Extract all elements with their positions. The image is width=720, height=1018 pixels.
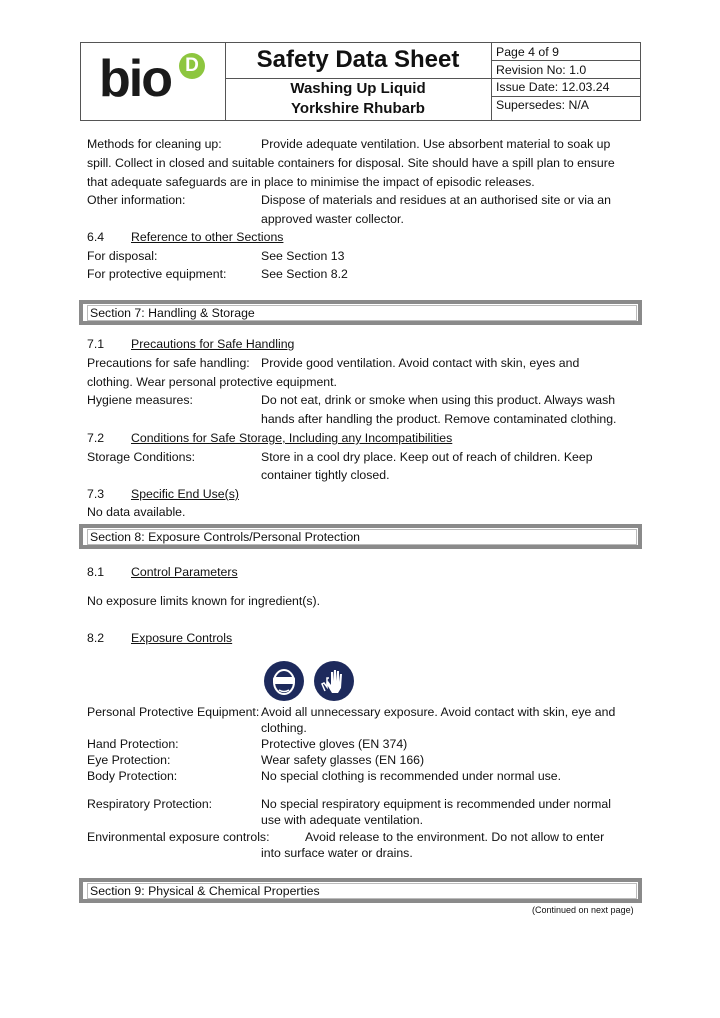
storage-text: container tightly closed.: [261, 468, 390, 482]
precautions-text: Provide good ventilation. Avoid contact with skin, eyes and: [261, 356, 580, 370]
protective-value: See Section 8.2: [261, 267, 348, 281]
subsection-title: Exposure Controls: [131, 631, 233, 645]
subsection-title: Control Parameters: [131, 565, 238, 579]
ppe-text: Avoid all unnecessary exposure. Avoid contact with skin, eye and: [261, 705, 616, 719]
disposal-value: See Section 13: [261, 249, 345, 263]
disposal-label: For disposal:: [87, 249, 158, 263]
product-name-line1: Washing Up Liquid: [290, 80, 426, 97]
subsection-number: 7.1: [87, 337, 105, 351]
precautions-text: clothing. Wear personal protective equipment.: [87, 375, 337, 389]
safety-glasses-icon: [264, 661, 304, 701]
section-8-header: [79, 524, 642, 549]
protective-label: For protective equipment:: [87, 267, 227, 281]
respiratory-text: use with adequate ventilation.: [261, 813, 424, 827]
logo-badge: D: [179, 53, 205, 79]
subsection-number: 8.1: [87, 565, 105, 579]
product-name-line2: Yorkshire Rhubarb: [291, 100, 425, 117]
continued-note: (Continued on next page): [532, 905, 634, 915]
ppe-label: Personal Protective Equipment:: [87, 705, 260, 719]
section-title: Section 9: Physical & Chemical Properties: [87, 883, 637, 899]
subsection-number: 6.4: [87, 230, 105, 244]
supersedes: Supersedes: N/A: [496, 98, 589, 112]
storage-label: Storage Conditions:: [87, 450, 196, 464]
environmental-label: Environmental exposure controls:: [87, 830, 270, 844]
document-title: Safety Data Sheet: [256, 46, 460, 73]
eye-protection-value: Wear safety glasses (EN 166): [261, 753, 425, 767]
precautions-label: Precautions for safe handling:: [87, 356, 250, 370]
other-info-text: approved waster collector.: [261, 212, 404, 226]
subsection-number: 8.2: [87, 631, 105, 645]
other-info-label: Other information:: [87, 193, 186, 207]
section-title: Section 8: Exposure Controls/Personal Protection: [87, 529, 637, 545]
subsection-number: 7.2: [87, 431, 105, 445]
methods-text: Provide adequate ventilation. Use absorbent material to soak up: [261, 137, 611, 151]
subsection-title: Conditions for Safe Storage, Including any Incompatibilities: [131, 431, 453, 445]
issue-date: Issue Date: 12.03.24: [496, 80, 610, 94]
hygiene-text: Do not eat, drink or smoke when using this product. Always wash: [261, 393, 616, 407]
other-info-text: Dispose of materials and residues at an authorised site or via an: [261, 193, 611, 207]
methods-label: Methods for cleaning up:: [87, 137, 222, 151]
eye-protection-label: Eye Protection:: [87, 753, 171, 767]
methods-text: spill. Collect in closed and suitable containers for disposal. Site should have a spill plan to ensure: [87, 156, 615, 170]
end-use-text: No data available.: [87, 505, 186, 519]
storage-text: Store in a cool dry place. Keep out of reach of children. Keep: [261, 450, 593, 464]
subsection-title: Reference to other Sections: [131, 230, 284, 244]
respiratory-label: Respiratory Protection:: [87, 797, 213, 811]
logo: bio: [99, 50, 171, 108]
section-7-header: [79, 300, 642, 325]
environmental-text: Avoid release to the environment. Do not allow to enter: [305, 830, 605, 844]
respiratory-text: No special respiratory equipment is recommended under normal: [261, 797, 611, 811]
control-params-text: No exposure limits known for ingredient(s).: [87, 594, 321, 608]
ppe-text: clothing.: [261, 721, 307, 735]
section-title: Section 7: Handling & Storage: [87, 305, 637, 321]
subsection-title: Specific End Use(s): [131, 487, 239, 501]
revision-number: Revision No: 1.0: [496, 63, 587, 77]
hygiene-label: Hygiene measures:: [87, 393, 193, 407]
document-header: [80, 42, 641, 121]
body-protection-label: Body Protection:: [87, 769, 178, 783]
subsection-title: Precautions for Safe Handling: [131, 337, 295, 351]
hand-protection-value: Protective gloves (EN 374): [261, 737, 408, 751]
section-9-header: [79, 878, 642, 903]
body-protection-value: No special clothing is recommended under normal use.: [261, 769, 562, 783]
environmental-text: into surface water or drains.: [261, 846, 413, 860]
subsection-number: 7.3: [87, 487, 105, 501]
hygiene-text: hands after handling the product. Remove contaminated clothing.: [261, 412, 617, 426]
methods-text: that adequate safeguards are in place to minimise the impact of episodic releases.: [87, 175, 535, 189]
page-number: Page 4 of 9: [496, 45, 559, 59]
hand-protection-label: Hand Protection:: [87, 737, 179, 751]
gloves-icon: [314, 661, 354, 701]
